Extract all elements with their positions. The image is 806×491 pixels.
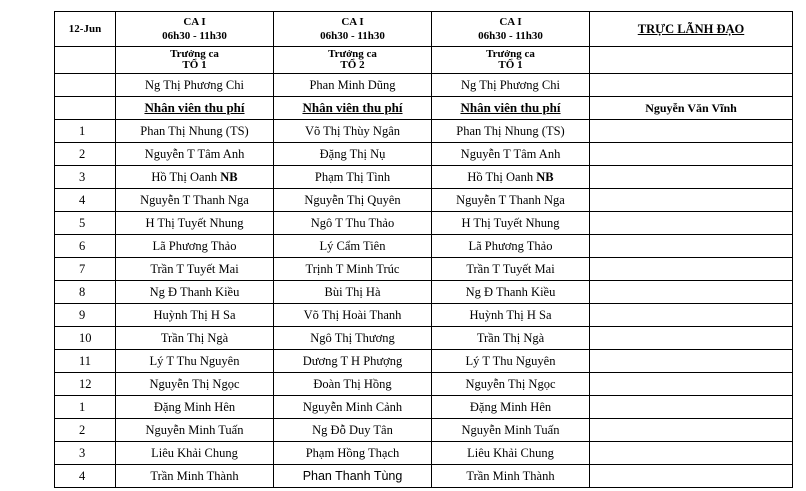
staff-cell-1: Lã Phương Thảo bbox=[116, 235, 274, 258]
leader-name-3: Ng Thị Phương Chi bbox=[432, 74, 590, 97]
staff-cell-2: Đặng Thị Nụ bbox=[274, 143, 432, 166]
staff-cell-3 bbox=[432, 166, 590, 189]
shift-header-2 bbox=[274, 12, 432, 47]
row-number: 1 bbox=[55, 120, 116, 143]
team-leader-label: Trưởng ca bbox=[170, 48, 219, 60]
staff-cell-1: Trần Minh Thành bbox=[116, 465, 274, 488]
staff-cell-1 bbox=[116, 166, 274, 189]
row-number: 12 bbox=[55, 373, 116, 396]
shift-time: 06h30 - 11h30 bbox=[478, 30, 543, 42]
staff-cell-1: Đặng Minh Hên bbox=[116, 396, 274, 419]
team-name: TỔ 1 bbox=[498, 59, 523, 71]
staff-cell-2: Bùi Thị Hà bbox=[274, 281, 432, 304]
staff-cell-3: Liêu Khải Chung bbox=[432, 442, 590, 465]
team-leader-cell-1 bbox=[116, 47, 274, 74]
empty-cell bbox=[55, 74, 116, 97]
staff-cell-2: Trịnh T Minh Trúc bbox=[274, 258, 432, 281]
staff-cell-2: Lý Cẩm Tiên bbox=[274, 235, 432, 258]
table-row bbox=[55, 350, 793, 373]
empty-cell bbox=[590, 304, 793, 327]
staff-cell-2: Dương T H Phượng bbox=[274, 350, 432, 373]
staff-cell-2: Nguyễn Thị Quyên bbox=[274, 189, 432, 212]
staff-cell-2: Ngô T Thu Thảo bbox=[274, 212, 432, 235]
table-row bbox=[55, 189, 793, 212]
empty-cell bbox=[55, 47, 116, 74]
shift-name: CA I bbox=[499, 16, 522, 28]
table-row bbox=[55, 396, 793, 419]
staff-cell-1: Huỳnh Thị H Sa bbox=[116, 304, 274, 327]
staff-cell-1: Liêu Khải Chung bbox=[116, 442, 274, 465]
staff-cell-2: Võ Thị Thùy Ngân bbox=[274, 120, 432, 143]
row-number: 4 bbox=[55, 189, 116, 212]
team-leader-cell-2 bbox=[274, 47, 432, 74]
empty-cell bbox=[590, 442, 793, 465]
staff-cell-2: Phạm Hồng Thạch bbox=[274, 442, 432, 465]
staff-cell-3: Trần Thị Ngà bbox=[432, 327, 590, 350]
empty-cell bbox=[590, 258, 793, 281]
shift-name: CA I bbox=[183, 16, 206, 28]
table-row bbox=[55, 304, 793, 327]
leader-name-1: Ng Thị Phương Chi bbox=[116, 74, 274, 97]
table-row bbox=[55, 212, 793, 235]
empty-cell bbox=[55, 97, 116, 120]
duty-leader-title: TRỰC LÃNH ĐẠO bbox=[590, 12, 793, 47]
staff-name: Hồ Thị Oanh bbox=[151, 170, 218, 184]
row-number: 2 bbox=[55, 419, 116, 442]
staff-cell-2: Phan Thanh Tùng bbox=[274, 465, 432, 488]
empty-cell bbox=[590, 350, 793, 373]
empty-cell bbox=[590, 465, 793, 488]
empty-cell bbox=[590, 74, 793, 97]
staff-cell-3: Nguyễn T Tâm Anh bbox=[432, 143, 590, 166]
team-leader-label: Trưởng ca bbox=[486, 48, 535, 60]
row-number: 4 bbox=[55, 465, 116, 488]
table-row bbox=[55, 235, 793, 258]
empty-cell bbox=[590, 281, 793, 304]
staff-cell-1: Nguyễn T Thanh Nga bbox=[116, 189, 274, 212]
empty-cell bbox=[590, 235, 793, 258]
staff-name: Hồ Thị Oanh bbox=[467, 170, 534, 184]
staff-cell-3: Phan Thị Nhung (TS) bbox=[432, 120, 590, 143]
row-number: 1 bbox=[55, 396, 116, 419]
staff-cell-3: Nguyễn T Thanh Nga bbox=[432, 189, 590, 212]
empty-cell bbox=[590, 189, 793, 212]
staff-header-row bbox=[55, 97, 793, 120]
staff-cell-3: Ng Đ Thanh Kiều bbox=[432, 281, 590, 304]
staff-cell-3: Lý T Thu Nguyên bbox=[432, 350, 590, 373]
shift-schedule-table bbox=[54, 11, 793, 488]
row-number: 3 bbox=[55, 166, 116, 189]
staff-cell-1: Trần Thị Ngà bbox=[116, 327, 274, 350]
shift-time: 06h30 - 11h30 bbox=[320, 30, 385, 42]
shift-name: CA I bbox=[341, 16, 364, 28]
leader-name-2: Phan Minh Dũng bbox=[274, 74, 432, 97]
table-row bbox=[55, 442, 793, 465]
row-number: 10 bbox=[55, 327, 116, 350]
nb-tag: NB bbox=[220, 170, 238, 184]
team-name: TỔ 1 bbox=[182, 59, 207, 71]
staff-cell-1: Ng Đ Thanh Kiều bbox=[116, 281, 274, 304]
empty-cell bbox=[590, 212, 793, 235]
table-row bbox=[55, 465, 793, 488]
duty-leader-name: Nguyễn Văn Vĩnh bbox=[590, 97, 793, 120]
empty-cell bbox=[590, 327, 793, 350]
staff-cell-3: Đặng Minh Hên bbox=[432, 396, 590, 419]
table-row bbox=[55, 373, 793, 396]
staff-cell-1: H Thị Tuyết Nhung bbox=[116, 212, 274, 235]
staff-cell-2: Phạm Thị Tình bbox=[274, 166, 432, 189]
shift-header-1 bbox=[116, 12, 274, 47]
shift-time: 06h30 - 11h30 bbox=[162, 30, 227, 42]
shift-header-3 bbox=[432, 12, 590, 47]
row-number: 6 bbox=[55, 235, 116, 258]
staff-header-3: Nhân viên thu phí bbox=[432, 97, 590, 120]
empty-cell bbox=[590, 120, 793, 143]
staff-cell-3: Nguyễn Thị Ngọc bbox=[432, 373, 590, 396]
table-row bbox=[55, 143, 793, 166]
staff-header-1: Nhân viên thu phí bbox=[116, 97, 274, 120]
team-leader-label: Trưởng ca bbox=[328, 48, 377, 60]
empty-cell bbox=[590, 419, 793, 442]
staff-cell-2: Võ Thị Hoài Thanh bbox=[274, 304, 432, 327]
staff-cell-3: Lã Phương Thảo bbox=[432, 235, 590, 258]
table-row bbox=[55, 327, 793, 350]
row-number: 8 bbox=[55, 281, 116, 304]
empty-cell bbox=[590, 47, 793, 74]
leader-name-row bbox=[55, 74, 793, 97]
team-leader-cell-3 bbox=[432, 47, 590, 74]
staff-cell-1: Trần T Tuyết Mai bbox=[116, 258, 274, 281]
staff-cell-3: H Thị Tuyết Nhung bbox=[432, 212, 590, 235]
date-cell: 12-Jun bbox=[55, 12, 116, 47]
row-number: 3 bbox=[55, 442, 116, 465]
staff-cell-3: Nguyễn Minh Tuấn bbox=[432, 419, 590, 442]
nb-tag: NB bbox=[536, 170, 554, 184]
staff-cell-1: Nguyễn Thị Ngọc bbox=[116, 373, 274, 396]
empty-cell bbox=[590, 143, 793, 166]
table-row bbox=[55, 120, 793, 143]
row-number: 5 bbox=[55, 212, 116, 235]
staff-cell-2: Nguyễn Minh Cảnh bbox=[274, 396, 432, 419]
row-number: 2 bbox=[55, 143, 116, 166]
table-row bbox=[55, 281, 793, 304]
table-row bbox=[55, 419, 793, 442]
staff-cell-1: Phan Thị Nhung (TS) bbox=[116, 120, 274, 143]
staff-cell-2: Ng Đỗ Duy Tân bbox=[274, 419, 432, 442]
row-number: 9 bbox=[55, 304, 116, 327]
table-row bbox=[55, 258, 793, 281]
team-name: TỔ 2 bbox=[340, 59, 365, 71]
staff-cell-2: Ngô Thị Thương bbox=[274, 327, 432, 350]
team-leader-row bbox=[55, 47, 793, 74]
staff-cell-2: Đoàn Thị Hồng bbox=[274, 373, 432, 396]
staff-cell-1: Nguyễn Minh Tuấn bbox=[116, 419, 274, 442]
empty-cell bbox=[590, 373, 793, 396]
empty-cell bbox=[590, 396, 793, 419]
staff-cell-1: Nguyễn T Tâm Anh bbox=[116, 143, 274, 166]
staff-cell-3: Huỳnh Thị H Sa bbox=[432, 304, 590, 327]
staff-cell-1: Lý T Thu Nguyên bbox=[116, 350, 274, 373]
row-number: 11 bbox=[55, 350, 116, 373]
empty-cell bbox=[590, 166, 793, 189]
staff-cell-3: Trần Minh Thành bbox=[432, 465, 590, 488]
table-row bbox=[55, 166, 793, 189]
staff-header-2: Nhân viên thu phí bbox=[274, 97, 432, 120]
header-row bbox=[55, 12, 793, 47]
row-number: 7 bbox=[55, 258, 116, 281]
staff-cell-3: Trần T Tuyết Mai bbox=[432, 258, 590, 281]
